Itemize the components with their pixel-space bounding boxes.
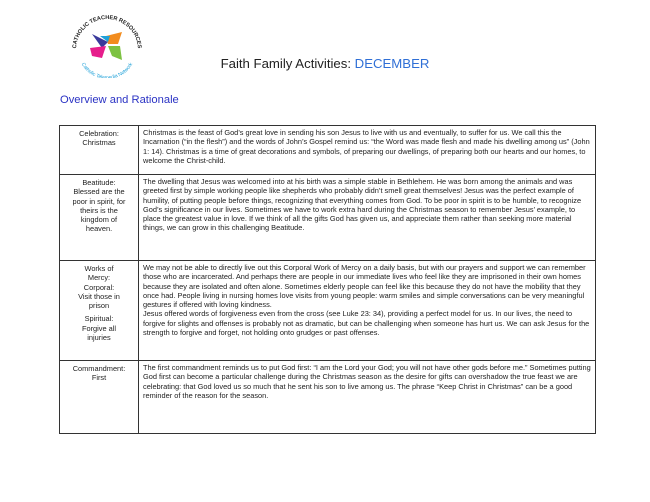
paragraph: We may not be able to directly live out this Corporal Work of Mercy on a daily basis, but with our prayers and support we can remember those who are incarcerated. And perhaps there are people in our immediate lives who feel like they are imprisoned in their own homes because they are isolated and often alone. Sometimes elderly people can feel like this because they do not have the mobility that they once had. People living in nursing homes love visits from young people: warm smiles and simple conversations can be very meaningful gestures if offered with loving kindness. (143, 263, 586, 310)
label-line: Commandment: (72, 364, 126, 373)
label-line: theirs is the (80, 205, 118, 215)
row-body (139, 175, 596, 261)
label-line: kingdom of (80, 215, 118, 225)
table-row-celebration (60, 126, 596, 175)
row-label (60, 126, 139, 175)
label-line: Spiritual: (84, 314, 114, 324)
row-label (60, 175, 139, 261)
label-line: Works of (84, 264, 114, 273)
row-body (139, 261, 596, 361)
label-line: Celebration: (79, 129, 119, 138)
row-body (139, 126, 596, 175)
label-line: First (91, 373, 107, 383)
row-label (60, 361, 139, 434)
label-line: prison (88, 301, 110, 311)
label-line: Blessed are the (73, 187, 125, 197)
row-body (139, 361, 596, 434)
title-prefix: Faith Family Activities: (220, 56, 355, 71)
svg-text:CATHOLIC TEACHER RESOURCES: CATHOLIC TEACHER RESOURCES (71, 14, 142, 49)
section-heading: Overview and Rationale (60, 94, 179, 106)
label-line: injuries (87, 333, 111, 343)
label-line: Visit those in (78, 291, 120, 301)
row-label (60, 261, 139, 361)
label-line: Corporal: (83, 282, 115, 292)
label-line: Mercy: (87, 273, 111, 283)
title-month: DECEMBER (354, 56, 430, 71)
paragraph: Jesus offered words of forgiveness even from the cross (see Luke 23: 34), providing a perfect model for us. In our lives, the need to forgive for slights and offenses is probably not as dramatic, but can be challenging when someone has hurt us. We can ask Jesus for the strength to forgive and forget, not holding onto grudges or past offenses. (143, 309, 590, 338)
table-row-beatitude (60, 175, 596, 261)
label-line: poor in spirit, for (72, 196, 126, 206)
label-line: Beatitude: (82, 178, 116, 187)
svg-text:Catholic Telemedia Network: Catholic Telemedia Network (79, 61, 135, 78)
paragraph: The first commandment reminds us to put God first: “I am the Lord your God; you will not have other gods before me.” Sometimes putting God first can become a particular challenge during the Christmas season as the desire for gifts can overshadow the true feast we are celebrating: that God loved us so much that he sent his son to live among us. The phrase “Keep Christ in Christmas” can be a good reminder of the reason for the season. (143, 363, 591, 400)
paragraph: The dwelling that Jesus was welcomed into at his birth was a simple stable in Bethlehem. He was born among the animals and was greeted first by simple working people like shepherds who probably didn’t smell great themselves! Jesus was the perfect example of humility, of putting people before things, recognizing that everything comes from God. To be poor in spirit is to be humble, to recognize God’s significance in our lives. Sometimes we have to work extra hard during the Christmas season to remember Jesus’ example, to place the greatest value in love. If we think of all the gifts God has given us, and appreciate them rather than seeking more material things, we can grow in this challenging Beatitude. (143, 177, 582, 233)
table-row-commandment (60, 361, 596, 434)
table-row-works-of-mercy (60, 261, 596, 361)
label-line: Forgive all (81, 323, 117, 333)
page-title (0, 56, 650, 71)
label-line: heaven. (85, 224, 113, 234)
paragraph: Christmas is the feast of God’s great love in sending his son Jesus to live with us and eventually, to suffer for us. We call this the Incarnation (“in the flesh”) and the words of John’s Gospel remind us: “the Word was made flesh and made his dwelling among us” (John 1: 14). Christmas is a time of great decorations and symbols, of preparing our dwellings, of preparing both our hearts and our homes, to welcome the Christ-child. (143, 128, 590, 165)
label-line: Christmas (82, 138, 116, 148)
overview-table (59, 125, 596, 434)
